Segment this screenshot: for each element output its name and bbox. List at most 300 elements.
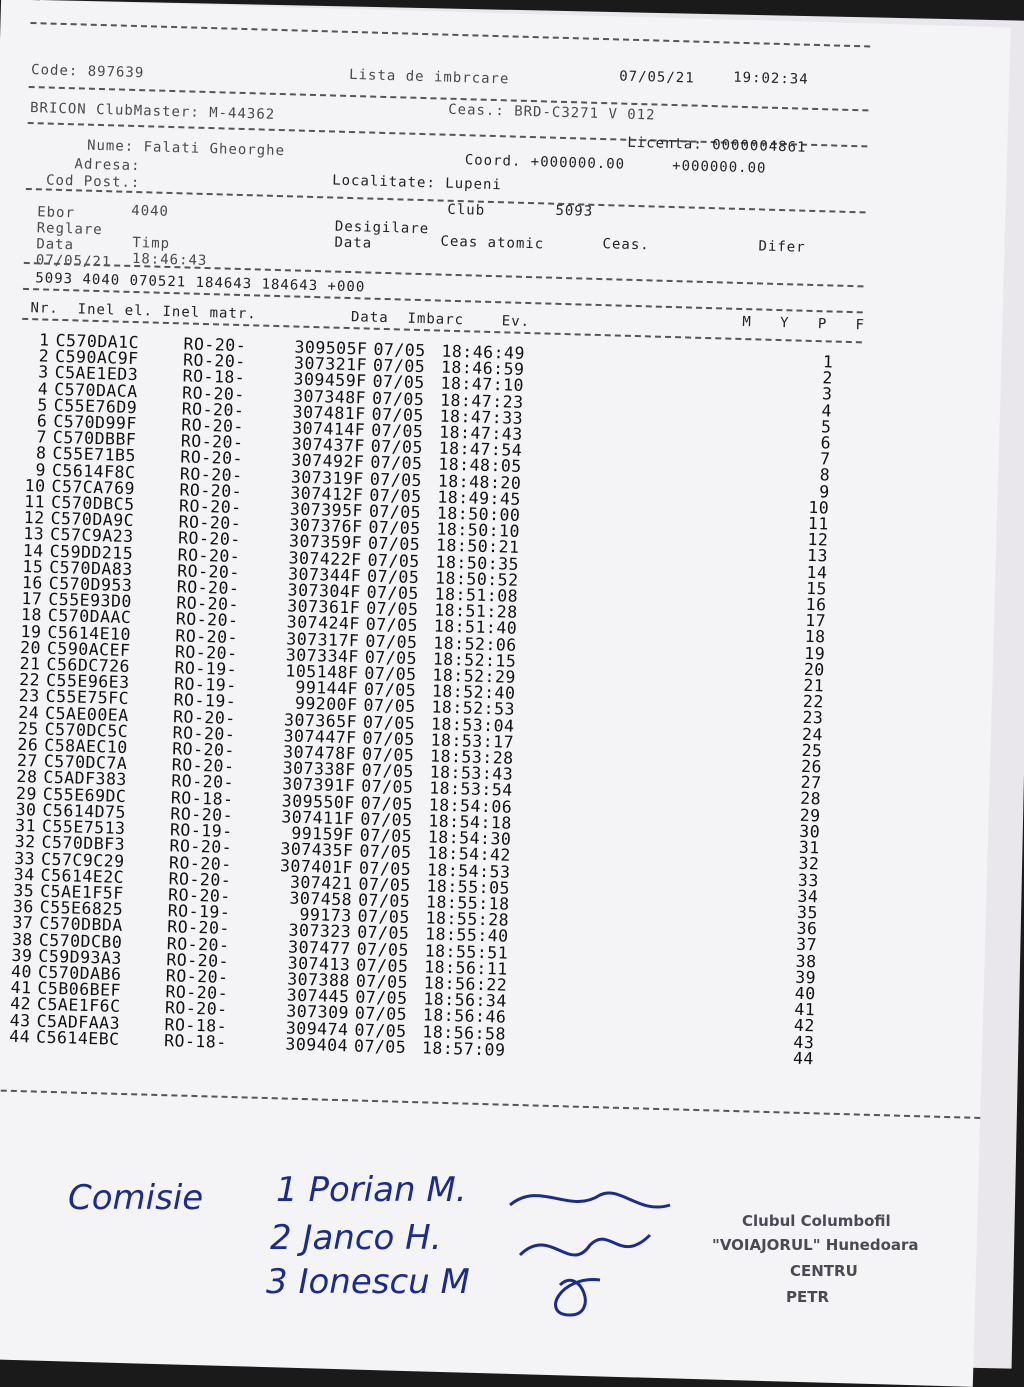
cell-date: 07/05: [366, 582, 420, 604]
cell-date: 07/05: [372, 372, 426, 393]
cell-matr: RO-20-: [166, 933, 230, 955]
cell-ring: C59D93A3: [38, 946, 123, 968]
committee-member-3: 3 Ionescu M: [266, 1262, 470, 1302]
divider: [30, 22, 870, 47]
cell-nr: 41: [10, 977, 32, 998]
cell-ring: C5614D75: [42, 800, 127, 822]
cell-nr: 19: [20, 621, 42, 642]
cell-matr: RO-20-: [174, 642, 238, 663]
cell-date: 07/05: [357, 890, 411, 911]
cell-pos: 4: [821, 400, 833, 421]
cell-ring: C5614E10: [47, 622, 132, 644]
cell-nr: 22: [18, 670, 41, 690]
cell-nr: 12: [23, 508, 45, 528]
cell-pos: 37: [795, 935, 818, 955]
cell-pos: 3: [821, 384, 833, 404]
cell-nr: 23: [18, 686, 40, 706]
cell-matr: RO-20-: [168, 868, 232, 890]
cell-nr: 14: [22, 540, 45, 561]
cell-pos: 32: [798, 854, 820, 874]
cell-nr: 1: [38, 330, 50, 350]
cell-time: 18:54:06: [428, 795, 513, 817]
clock-label: Ceas.: BRD-C3271 V 012: [447, 101, 656, 124]
cell-time: 18:56:34: [423, 989, 508, 1011]
cell-ser: 307481F: [292, 402, 366, 424]
cell-matr: RO-20-: [167, 917, 231, 939]
cell-pos: 41: [794, 999, 816, 1020]
code-label: Code: 897639: [30, 62, 145, 82]
cell-pos: 28: [799, 789, 822, 809]
cell-pos: 2: [822, 368, 834, 388]
cell-time: 18:51:40: [433, 616, 518, 639]
cell-ring: C590AC9F: [54, 347, 139, 369]
cell-ring: C570DACA: [54, 379, 138, 401]
cell-ring: C570DA83: [49, 557, 134, 579]
cell-pos: 24: [801, 724, 824, 745]
basketing-table: [0, 332, 904, 1070]
cell-matr: RO-20-: [176, 561, 241, 582]
cell-date: 07/05: [370, 436, 424, 458]
cell-matr: RO-19-: [173, 690, 237, 712]
cell-nr: 43: [9, 1010, 31, 1030]
club-stamp-line-3: CENTRU: [790, 1262, 858, 1280]
cell-date: 07/05: [358, 874, 411, 895]
cell-time: 18:50:52: [434, 568, 519, 590]
cell-ser: 307388: [287, 969, 351, 991]
cell-time: 18:52:06: [433, 633, 518, 655]
cell-ser: 99173: [299, 904, 352, 926]
cell-pos: 15: [805, 578, 828, 599]
cell-date: 07/05: [356, 922, 410, 944]
cell-date: 07/05: [371, 388, 425, 409]
cell-ser: 309550F: [281, 791, 356, 813]
cell-ser: 307414F: [291, 418, 366, 440]
cell-time: 18:57:09: [421, 1038, 506, 1060]
cell-ring: C5AE1F5F: [39, 881, 124, 903]
cell-time: 18:51:28: [433, 600, 518, 623]
cell-pos: 26: [800, 756, 823, 777]
cell-ring: C570DCB0: [38, 930, 123, 952]
atomic-clock-label: Ceas atomic: [440, 233, 545, 253]
cell-time: 18:55:28: [425, 908, 510, 930]
cell-date: 07/05: [364, 663, 417, 685]
cell-pos: 25: [801, 740, 823, 761]
cell-ser: 307395F: [289, 499, 364, 521]
committee-label: Comisie: [68, 1178, 204, 1218]
cell-ser: 307413: [287, 953, 351, 975]
cell-matr: RO-20-: [165, 966, 229, 987]
cell-time: 18:56:46: [422, 1005, 507, 1028]
cell-matr: RO-20-: [183, 334, 247, 356]
cell-time: 18:46:59: [440, 357, 525, 380]
cell-nr: 36: [12, 896, 35, 917]
signatures: [500, 1175, 680, 1335]
cell-matr: RO-20-: [179, 480, 243, 501]
coordinates: Coord. +000000.00 +000000.00: [464, 152, 767, 177]
cell-nr: 4: [37, 378, 49, 399]
cell-pos: 33: [797, 870, 820, 890]
committee-member-1: 1 Porian M.: [276, 1170, 467, 1210]
cell-matr: RO-19-: [169, 820, 233, 842]
club-stamp-line-4: PETR: [786, 1288, 830, 1306]
cell-pos: 1: [822, 352, 834, 372]
cell-pos: 16: [805, 594, 827, 615]
cell-ring: C570D953: [48, 573, 133, 596]
cell-matr: RO-20-: [169, 836, 233, 858]
cell-nr: 16: [21, 573, 44, 593]
cell-nr: 24: [18, 702, 40, 723]
club-stamp-line-1: Clubul Columbofil: [742, 1212, 891, 1230]
cell-date: 07/05: [356, 938, 410, 960]
cell-ring: C570DAB6: [37, 962, 122, 984]
cell-time: 18:53:04: [430, 714, 515, 736]
cell-ser: 307412F: [290, 483, 364, 505]
cell-time: 18:53:43: [429, 762, 514, 785]
cell-ring: C5614E2C: [40, 865, 125, 887]
clock-col-label: Ceas.: [602, 236, 650, 254]
cell-pos: 39: [794, 967, 817, 988]
cell-matr: RO-20-: [179, 463, 243, 485]
cell-nr: 9: [35, 459, 47, 480]
cell-nr: 33: [14, 848, 36, 868]
cell-ser: 307323: [288, 920, 352, 942]
cell-nr: 15: [22, 556, 44, 577]
cell-ring: C57CA769: [51, 476, 136, 498]
setting-label: Reglare: [36, 220, 103, 239]
cell-date: 07/05: [354, 1019, 407, 1041]
cell-ser: 307437F: [291, 434, 366, 456]
cell-ring: C570DBC5: [50, 492, 135, 515]
cell-ring: C5614EBC: [35, 1027, 120, 1049]
cell-date: 07/05: [359, 825, 413, 847]
cell-matr: RO-20-: [175, 609, 239, 631]
cell-time: 18:54:18: [428, 811, 513, 833]
cell-ring: C570DC5C: [44, 719, 129, 741]
cell-pos: 9: [819, 481, 830, 502]
cell-pos: 40: [794, 983, 816, 1004]
cell-time: 18:54:53: [426, 859, 511, 882]
cell-pos: 18: [804, 627, 826, 647]
print-time: 19:02:34: [732, 69, 809, 88]
cell-ser: 99144F: [295, 677, 359, 699]
cell-time: 18:53:54: [428, 778, 513, 801]
cell-matr: RO-19-: [173, 674, 237, 696]
cell-ser: 307435F: [280, 839, 354, 861]
cell-date: 07/05: [362, 728, 416, 749]
cell-nr: 27: [16, 751, 39, 771]
cell-nr: 17: [21, 589, 43, 609]
data-label: Data: [36, 236, 75, 254]
ebor-value: 4040: [131, 202, 170, 220]
cell-ser: 307421: [289, 872, 353, 894]
cell-time: 18:50:35: [435, 552, 520, 574]
cell-ring: C5ADF383: [43, 768, 128, 790]
cell-date: 07/05: [363, 679, 417, 701]
cell-ser: 307492F: [291, 450, 365, 472]
cell-ring: C55E7513: [41, 816, 126, 839]
cell-matr: RO-20-: [181, 415, 245, 437]
list-title: Lista de imbrcare: [348, 66, 510, 88]
cell-ser: 309404: [285, 1034, 349, 1056]
cell-pos: 22: [802, 692, 825, 712]
cell-ring: C55E69DC: [42, 784, 127, 806]
cell-ser: 99159F: [291, 823, 355, 845]
cell-nr: 29: [15, 783, 38, 804]
setting-date: 07/05/21: [35, 252, 112, 271]
difference-label: Difer: [758, 238, 806, 256]
cell-date: 07/05: [359, 841, 412, 863]
cell-nr: 28: [16, 767, 38, 787]
cell-time: 18:56:58: [422, 1021, 507, 1044]
column-headers: Nr. Inel el. Inel matr. Data Imbarc Ev.: [30, 300, 531, 331]
cell-nr: 42: [9, 994, 32, 1014]
cell-date: 07/05: [362, 712, 416, 733]
cell-pos: 29: [799, 805, 821, 826]
print-date: 07/05/21: [618, 68, 695, 87]
cell-time: 18:49:45: [437, 487, 522, 509]
cell-ring: C570DBBF: [52, 428, 137, 450]
cell-ring: C55E76D9: [53, 395, 138, 417]
cell-nr: 30: [15, 799, 37, 820]
cell-date: 07/05: [368, 517, 421, 539]
cell-date: 07/05: [356, 955, 409, 976]
cell-nr: 35: [13, 880, 35, 901]
address-label: Adresa:: [74, 156, 141, 175]
cell-time: 18:55:18: [425, 892, 510, 914]
cell-ser: 307376F: [289, 515, 363, 537]
cell-date: 07/05: [365, 631, 418, 652]
cell-matr: RO-20-: [176, 577, 240, 599]
cell-date: 07/05: [363, 696, 416, 717]
cell-pos: 6: [820, 433, 832, 453]
cell-ring: C5614F8C: [51, 460, 136, 482]
cell-ser: 307304F: [287, 580, 361, 602]
club-stamp-line-2: "VOIAJORUL" Hunedoara: [712, 1236, 919, 1254]
cell-time: 18:55:51: [424, 940, 509, 963]
cell-date: 07/05: [361, 777, 414, 798]
cell-matr: RO-20-: [175, 625, 239, 647]
cell-ser: 309474: [285, 1018, 349, 1039]
cell-pos: 17: [804, 611, 827, 631]
cell-ring: C5ADFAA3: [36, 1011, 121, 1033]
cell-ring: C570DA9C: [50, 509, 135, 531]
cell-time: 18:54:42: [427, 843, 512, 866]
cell-date: 07/05: [360, 793, 414, 814]
cell-date: 07/05: [370, 453, 423, 474]
cell-pos: 35: [796, 902, 819, 923]
cell-nr: 26: [17, 735, 39, 755]
cell-ser: 307348F: [292, 386, 367, 408]
cell-ser: 307391F: [282, 774, 356, 796]
cell-date: 07/05: [369, 485, 422, 506]
cell-nr: 20: [19, 637, 42, 658]
cell-ser: 99200F: [294, 694, 358, 715]
cell-time: 18:47:23: [439, 390, 524, 412]
cell-pos: 27: [800, 773, 822, 793]
cell-pos: 8: [819, 465, 831, 485]
column-headers-right: M Y P F: [742, 314, 866, 334]
cell-time: 18:48:20: [437, 471, 522, 493]
cell-nr: 37: [12, 913, 34, 933]
cell-ring: C5AE1F6C: [36, 994, 121, 1017]
cell-matr: RO-20-: [170, 804, 234, 825]
owner-name: Nume: Falati Gheorghe: [86, 137, 286, 160]
cell-pos: 13: [806, 546, 829, 566]
cell-nr: 44: [9, 1026, 31, 1047]
cell-ring: C55E71B5: [52, 444, 137, 466]
cell-date: 07/05: [373, 339, 426, 361]
cell-pos: 34: [797, 886, 819, 907]
cell-time: 18:47:10: [440, 374, 525, 396]
cell-matr: RO-20-: [171, 771, 235, 793]
cell-nr: 13: [23, 524, 45, 545]
cell-ring: C55E6825: [39, 897, 124, 920]
cell-ser: 105148F: [285, 661, 359, 683]
cell-ring: C5AE00EA: [44, 703, 129, 725]
cell-nr: 5: [37, 395, 49, 415]
cell-time: 18:47:33: [439, 406, 524, 428]
cell-date: 07/05: [354, 1003, 408, 1025]
cell-ser: 307401F: [279, 855, 354, 877]
unsealing-date-label: Data: [334, 234, 373, 252]
cell-ring: C59DD215: [49, 541, 134, 563]
cell-pos: 5: [820, 417, 832, 437]
cell-pos: 44: [792, 1048, 815, 1069]
cell-pos: 30: [799, 821, 821, 842]
cell-date: 07/05: [370, 420, 424, 442]
cell-time: 18:53:17: [430, 730, 515, 752]
cell-pos: 42: [793, 1016, 816, 1036]
cell-time: 18:52:29: [432, 665, 517, 687]
cell-date: 07/05: [355, 971, 409, 992]
cell-time: 18:50:00: [436, 503, 521, 525]
cell-matr: RO-20-: [177, 528, 241, 550]
cell-matr: RO-18-: [163, 1030, 227, 1052]
cell-ser: 307319F: [290, 467, 365, 489]
cell-date: 07/05: [367, 534, 421, 555]
cell-matr: RO-20-: [165, 982, 229, 1004]
cell-nr: 32: [14, 832, 36, 852]
cell-ser: 307411F: [281, 807, 355, 829]
cell-ser: 307477: [287, 937, 352, 958]
cell-ring: C570DA1C: [55, 330, 140, 353]
cell-ring: C590ACEF: [46, 638, 131, 660]
cell-nr: 6: [36, 411, 48, 431]
cell-pos: 12: [807, 530, 829, 550]
cell-ring: C570DBF3: [41, 832, 126, 855]
cell-time: 18:47:54: [438, 438, 523, 461]
cell-time: 18:53:28: [429, 746, 514, 768]
cell-nr: 34: [13, 864, 35, 885]
cell-date: 07/05: [372, 355, 426, 377]
cell-matr: RO-20-: [164, 998, 228, 1020]
cell-matr: RO-18-: [182, 366, 246, 388]
cell-pos: 20: [803, 659, 825, 680]
committee-member-2: 2 Janco H.: [270, 1218, 442, 1258]
cell-ring: C570DC7A: [43, 751, 128, 774]
cell-ser: 307334F: [285, 645, 360, 667]
club-label: Club: [447, 201, 486, 219]
locality: Localitate: Lupeni: [331, 172, 503, 194]
cell-matr: RO-19-: [167, 901, 231, 923]
cell-date: 07/05: [366, 566, 420, 587]
summary-line: 5093 4040 070521 184643 184643 +000: [35, 270, 366, 296]
cell-nr: 38: [11, 929, 34, 949]
cell-date: 07/05: [353, 1036, 407, 1057]
cell-ser: 307338F: [282, 758, 357, 780]
cell-ser: 307447F: [283, 726, 357, 748]
cell-time: 18:51:08: [434, 584, 519, 606]
cell-nr: 8: [35, 443, 47, 464]
cell-matr: RO-20-: [172, 723, 236, 744]
cell-ser: 309505F: [294, 337, 368, 359]
cell-ser: 307321F: [293, 353, 368, 375]
cell-nr: 31: [14, 815, 37, 836]
unsealing-label: Desigilare: [334, 218, 430, 238]
clubmaster-label: BRICON ClubMaster: M-44362: [29, 100, 276, 123]
cell-nr: 39: [11, 945, 33, 966]
cell-matr: RO-18-: [164, 1014, 228, 1036]
cell-matr: RO-20-: [176, 593, 240, 615]
cell-matr: RO-20-: [171, 755, 235, 777]
cell-pos: 11: [807, 513, 830, 534]
club-value: 5093: [555, 202, 594, 220]
cell-matr: RO-20-: [172, 706, 237, 728]
cell-pos: 7: [819, 449, 831, 469]
cell-time: 18:46:49: [441, 341, 526, 363]
cell-pos: 21: [803, 675, 825, 696]
cell-nr: 11: [23, 492, 46, 512]
cell-date: 07/05: [365, 615, 419, 636]
divider: [0, 1089, 980, 1119]
cell-nr: 40: [10, 961, 33, 982]
cell-matr: RO-20-: [181, 399, 245, 420]
cell-ring: C5AE1ED3: [54, 363, 139, 385]
cell-ring: C55E93D0: [48, 589, 133, 612]
cell-time: 18:52:53: [431, 697, 516, 720]
cell-nr: 10: [24, 475, 46, 496]
cell-nr: 25: [17, 718, 40, 739]
cell-date: 07/05: [358, 858, 412, 879]
cell-date: 07/05: [355, 987, 408, 1009]
cell-time: 18:52:15: [432, 649, 517, 671]
cell-matr: RO-20-: [180, 431, 244, 453]
time-label: Timp: [132, 234, 171, 252]
cell-nr: 7: [36, 427, 48, 447]
cell-nr: 3: [38, 362, 49, 383]
cell-matr: RO-20-: [166, 949, 230, 971]
cell-ring: C56DC726: [46, 654, 131, 677]
cell-ser: 307361F: [286, 596, 361, 618]
cell-matr: RO-20-: [181, 383, 246, 404]
cell-time: 18:50:10: [436, 519, 521, 542]
cell-nr: 21: [19, 654, 41, 674]
cell-ser: 307309: [286, 1001, 350, 1023]
cell-pos: 19: [804, 643, 826, 664]
cell-ser: 307317F: [286, 629, 360, 651]
cell-matr: RO-20-: [180, 447, 244, 469]
cell-date: 07/05: [361, 744, 415, 766]
cell-time: 18:56:22: [423, 973, 508, 995]
postal-code-label: Cod Post.:: [45, 172, 141, 192]
cell-matr: RO-20-: [178, 512, 242, 534]
cell-date: 07/05: [361, 760, 415, 782]
cell-ring: C55E96E3: [45, 670, 130, 693]
cell-ser: 307458: [289, 888, 353, 910]
cell-matr: RO-20-: [168, 852, 232, 874]
cell-pos: 23: [802, 708, 824, 728]
cell-ring: C55E75FC: [45, 687, 130, 709]
